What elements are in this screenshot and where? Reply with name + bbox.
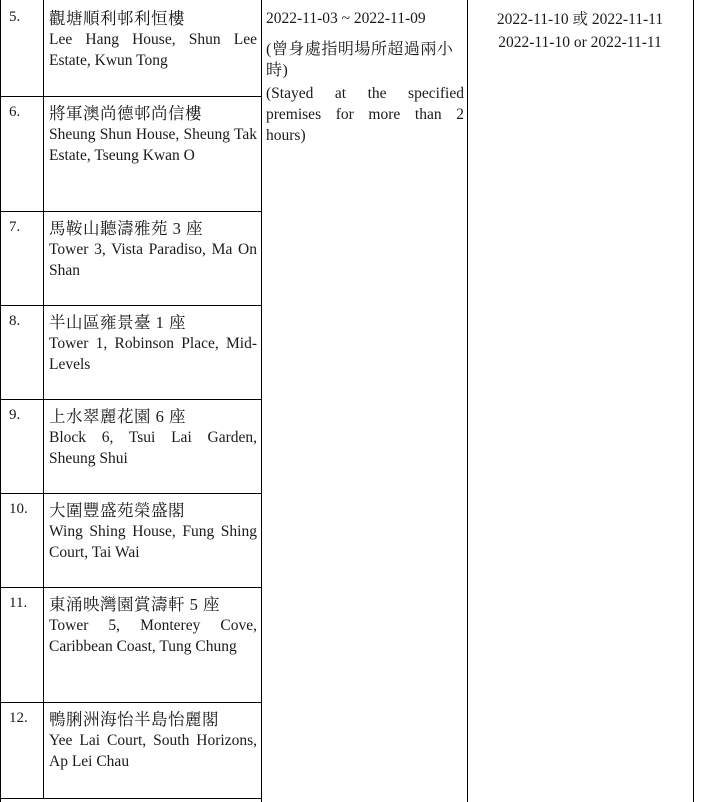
premises-address (49, 709, 257, 772)
premises-address (49, 594, 257, 657)
address-chinese: 半山區雍景臺 1 座 (49, 313, 186, 332)
test-dates-cell (472, 8, 688, 54)
address-english: Sheung Shun House, Sheung Tak Estate, Tseung Kwan O (49, 126, 257, 164)
row-divider (0, 305, 262, 306)
table-right-border (693, 0, 694, 802)
row-number: 10. (9, 501, 28, 517)
stay-period-dates: 2022-11-03 ~ 2022-11-09 (266, 10, 426, 27)
row-number: 5. (9, 9, 21, 25)
address-english: Block 6, Tsui Lai Garden, Sheung Shui (49, 429, 257, 467)
stay-note-chinese: (曾身處指明場所超過兩小時) (266, 41, 454, 79)
row-divider (0, 399, 262, 400)
row-divider (0, 702, 262, 703)
address-english: Lee Hang House, Shun Lee Estate, Kwun Tong (49, 31, 257, 69)
address-chinese: 上水翠麗花園 6 座 (49, 407, 186, 426)
premises-address (49, 312, 257, 375)
address-column-divider (261, 0, 262, 802)
row-number: 7. (9, 219, 21, 235)
row-divider (0, 211, 262, 212)
address-chinese: 大圍豐盛苑榮盛閣 (49, 501, 185, 520)
row-number: 8. (9, 313, 21, 329)
address-english: Wing Shing House, Fung Shing Court, Tai Wai (49, 523, 257, 561)
address-chinese: 觀塘順利邨利恒樓 (49, 9, 185, 28)
row-divider (0, 96, 262, 97)
address-chinese: 東涌映灣園賞濤軒 5 座 (49, 595, 220, 614)
premises-address (49, 500, 257, 563)
premises-address (49, 406, 257, 469)
row-number: 11. (9, 595, 28, 611)
test-dates-english: 2022-11-10 or 2022-11-11 (498, 34, 662, 51)
premises-address (49, 8, 257, 71)
row-divider (0, 587, 262, 588)
row-divider (0, 798, 262, 799)
table-left-border (0, 0, 1, 802)
row-divider (0, 493, 262, 494)
premises-address (49, 103, 257, 166)
stay-period-cell (266, 8, 464, 146)
address-chinese: 鴨脷洲海怡半島怡麗閣 (49, 710, 219, 729)
address-english: Tower 5, Monterey Cove, Caribbean Coast, Tung Chung (49, 617, 257, 655)
row-number: 12. (9, 710, 28, 726)
test-dates-chinese: 2022-11-10 或 2022-11-11 (496, 11, 664, 28)
row-number: 6. (9, 104, 21, 120)
period-column-divider (467, 0, 468, 802)
address-english: Tower 1, Robinson Place, Mid-Levels (49, 335, 257, 373)
stay-note-english: (Stayed at the specified premises for more than 2 hours) (266, 85, 464, 144)
address-english: Tower 3, Vista Paradiso, Ma On Shan (49, 241, 257, 279)
address-english: Yee Lai Court, South Horizons, Ap Lei Chau (49, 732, 257, 770)
address-chinese: 馬鞍山聽濤雅苑 3 座 (49, 219, 203, 238)
premises-address (49, 218, 257, 281)
row-number: 9. (9, 407, 21, 423)
address-chinese: 將軍澳尚德邨尚信樓 (49, 104, 202, 123)
